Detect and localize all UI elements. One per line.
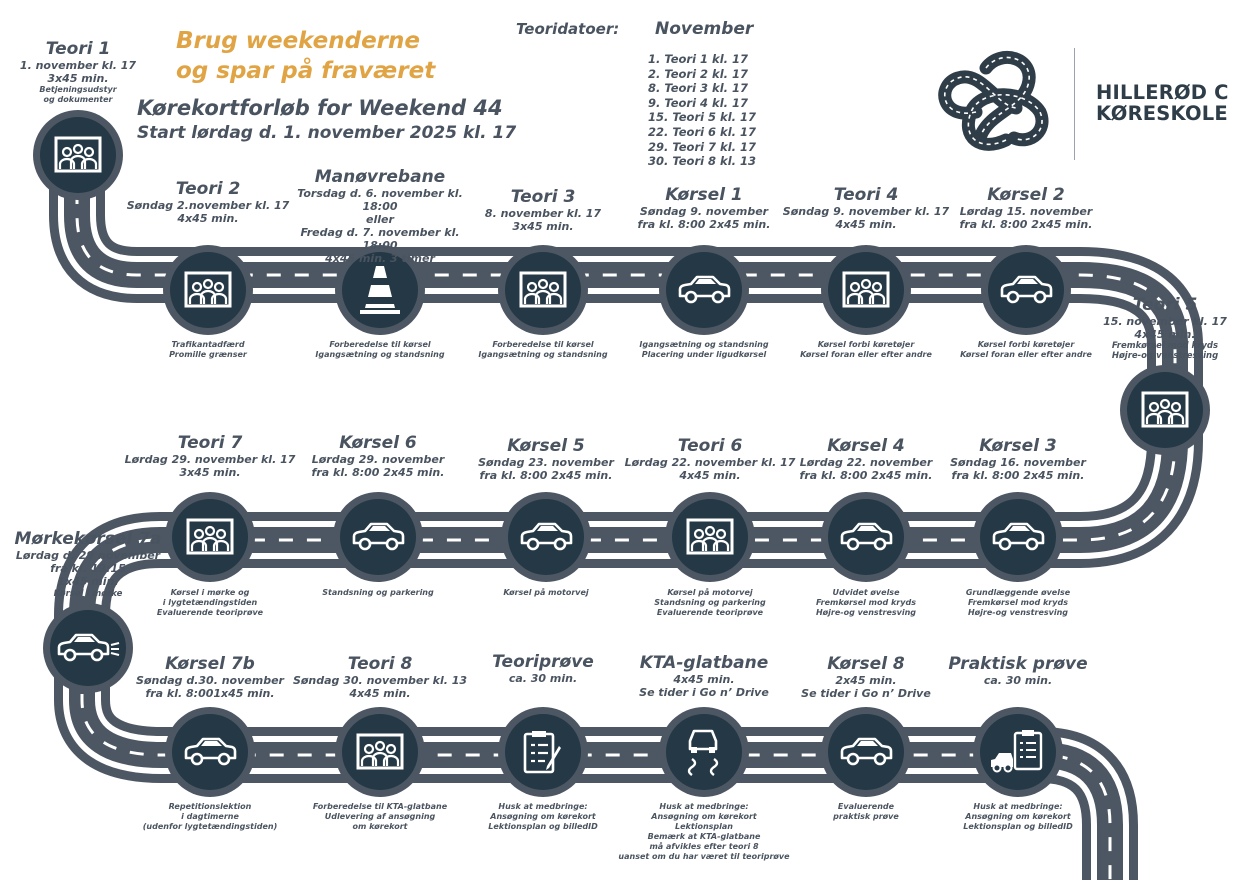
- step-detail: og dokumenter: [43, 95, 113, 104]
- step-title: Kørsel 2: [987, 185, 1065, 205]
- caption-line: Kørsel foran eller efter andre: [960, 350, 1092, 359]
- step-title: Kørsel 3: [979, 436, 1057, 456]
- caption-line: Kørsel forbi køretøjer: [977, 340, 1075, 349]
- step-title: Teoriprøve: [492, 652, 594, 672]
- step-label-teori-1: [0, 40, 173, 105]
- step-detail: Søndag d.30. november: [136, 674, 284, 687]
- step-node-teori-8: [335, 707, 425, 797]
- caption-line: Husk at medbringe:: [973, 802, 1063, 811]
- caption-line: Bemærk at KTA-glatbane: [647, 832, 761, 841]
- logo-line-2: KØRESKOLE: [1096, 102, 1228, 125]
- step-caption-praktisk-prove: [923, 802, 1113, 832]
- schedule-item: 1. Teori 1 kl. 17: [648, 52, 749, 66]
- step-detail: fra kl. 8:00 2x45 min.: [951, 469, 1085, 482]
- caption-line: Forberedelse til kørsel: [492, 340, 594, 349]
- step-detail: Fremkørsel mod kryds: [1111, 341, 1219, 351]
- step-detail: 3x45 min.: [47, 72, 109, 85]
- promo-headline: [176, 26, 476, 86]
- step-title: Manøvrebane: [314, 167, 446, 187]
- car-icon: [666, 252, 742, 328]
- step-detail: fra kl. 8:00 2x45 min.: [311, 466, 445, 479]
- step-title: Teori 4: [833, 185, 899, 205]
- step-detail: Søndag 23. november: [478, 456, 614, 469]
- caption-line: Lektionsplan og billedID: [963, 822, 1073, 831]
- car-icon: [172, 714, 248, 790]
- car-icon: [828, 714, 904, 790]
- caption-line: Trafikantadfærd: [171, 340, 245, 349]
- step-detail: Lørdag 22. november kl. 17: [624, 456, 796, 469]
- caption-line: Igangsætning og standsning: [639, 340, 769, 349]
- step-detail: Søndag 2.november kl. 17: [126, 199, 290, 212]
- step-detail: Lørdag d. 29 november: [15, 549, 161, 562]
- step-node-korsel-1: [659, 245, 749, 335]
- step-detail: 3x45 min.: [179, 466, 241, 479]
- car-icon: [508, 499, 584, 575]
- step-title: Kørsel 1: [665, 185, 743, 205]
- step-label-morkekorsel-7a: [0, 530, 183, 601]
- step-node-praktisk-prove: [973, 707, 1063, 797]
- caption-line: Grundlæggende øvelse: [965, 588, 1071, 597]
- step-detail: 4x45 min.: [1134, 328, 1196, 341]
- step-title: Teori 3: [510, 187, 576, 207]
- classroom-icon: [40, 117, 116, 193]
- step-detail: 15. november kl. 17: [1103, 315, 1227, 328]
- caption-line: Kørsel på motorvej: [667, 588, 753, 597]
- step-detail: 4x45 min.: [673, 673, 735, 686]
- step-title: Teori 1: [45, 39, 111, 59]
- caption-line: Forberedelse til kørsel: [329, 340, 431, 349]
- step-detail: 4x45 min.: [349, 687, 411, 700]
- step-detail: 4x45 min.: [177, 212, 239, 225]
- step-detail: 1. november kl. 17: [19, 59, 137, 72]
- caption-line: Udvidet øvelse: [832, 588, 900, 597]
- step-detail: fra kl. 8:00 2x45 min.: [959, 218, 1093, 231]
- step-caption-korsel-5: [451, 588, 641, 598]
- school-logo-icon: [936, 50, 1054, 152]
- classroom-icon: [170, 252, 246, 328]
- schedule-item: 30. Teori 8 kl. 13: [648, 154, 757, 169]
- logo-wordmark: [1096, 82, 1229, 124]
- caption-line: Højre-og venstresving: [815, 608, 917, 617]
- step-label-teori-6: [615, 437, 805, 482]
- schedule-item: 2. Teori 2 kl. 17: [648, 66, 749, 81]
- step-node-korsel-8: [821, 707, 911, 797]
- step-detail: Søndag 9. november: [639, 205, 769, 218]
- step-caption-teori-8: [285, 802, 475, 832]
- caption-line: Standsning og parkering: [322, 588, 434, 597]
- step-detail: 8. november kl. 17: [484, 207, 602, 220]
- step-node-korsel-5: [501, 492, 591, 582]
- caption-line: Husk at medbringe:: [659, 802, 749, 811]
- caption-line: Fremkørsel mod kryds: [816, 598, 916, 607]
- step-detail: fra kl. 8:00 2x45 min.: [799, 469, 933, 482]
- logo-divider: [1074, 48, 1075, 160]
- car-icon: [988, 252, 1064, 328]
- step-title: Teori 7: [177, 433, 243, 453]
- step-detail: Højre-og venstresving: [1111, 351, 1219, 361]
- caption-line: Evaluerende teoriprøve: [156, 608, 264, 617]
- step-node-teori-4: [821, 245, 911, 335]
- step-node-teori-6: [665, 492, 755, 582]
- step-detail: Lørdag 29. november: [311, 453, 445, 466]
- caption-line: Kørsel på motorvej: [503, 588, 589, 597]
- caption-line: Evaluerende teoriprøve: [656, 608, 764, 617]
- caption-line: Ansøgning om kørekort: [490, 812, 596, 821]
- step-detail: fra kl. 8:00 2x45 min.: [637, 218, 771, 231]
- step-title: Kørsel 6: [339, 433, 417, 453]
- classroom-icon: [505, 252, 581, 328]
- caption-line: Igangsætning og standsning: [478, 350, 608, 359]
- caption-line: Kørsel forbi køretøjer: [817, 340, 915, 349]
- course-start: Start lørdag d. 1. november 2025 kl. 17: [137, 123, 517, 143]
- classroom-icon: [1127, 372, 1203, 448]
- step-node-korsel-4: [821, 492, 911, 582]
- schedule-item: 9. Teori 4 kl. 17: [648, 95, 749, 110]
- caption-line: om kørekort: [352, 822, 408, 831]
- caption-line: Lektionsplan: [675, 822, 733, 831]
- step-detail: Lørdag 29. november kl. 17: [124, 453, 296, 466]
- step-node-korsel-3: [973, 492, 1063, 582]
- step-node-teori-2: [163, 245, 253, 335]
- step-title: Teori 5: [1132, 295, 1198, 315]
- caption-line: i dagtimerne: [181, 812, 239, 821]
- promo-line-2: og spar på fraværet: [176, 58, 436, 84]
- step-title: Teori 6: [677, 436, 743, 456]
- step-title: Kørsel 5: [507, 436, 585, 456]
- step-detail: 3x45 min.: [512, 220, 574, 233]
- step-title: Mørkekørsel 7a: [14, 529, 162, 549]
- step-detail: eller: [366, 213, 394, 226]
- step-label-teori-2: [113, 180, 303, 225]
- step-caption-teori-6: [615, 588, 805, 618]
- schedule-label: Teoridatoer:: [516, 20, 620, 38]
- step-caption-korsel-6: [283, 588, 473, 598]
- step-detail: Betjeningsudstyr: [39, 85, 117, 94]
- step-node-teoriprove: [498, 707, 588, 797]
- caption-line: Placering under ligudkørsel: [641, 350, 767, 359]
- step-caption-teori-2: [113, 340, 303, 360]
- step-detail: fra kl. 19:15: [50, 562, 126, 575]
- step-node-teori-5: [1120, 365, 1210, 455]
- step-node-korsel-6: [333, 492, 423, 582]
- caption-line: Udlevering af ansøgning: [324, 812, 436, 821]
- caption-line: Fremkørsel mod kryds: [968, 598, 1068, 607]
- step-node-korsel-7b: [165, 707, 255, 797]
- step-label-teori-8: [285, 655, 475, 700]
- car-icon: [340, 499, 416, 575]
- step-detail: 2x45 min.: [835, 674, 897, 687]
- schedule-item: 15. Teori 5 kl. 17: [648, 110, 757, 125]
- car-icon: [828, 499, 904, 575]
- step-label-korsel-5: [451, 437, 641, 482]
- step-label-korsel-6: [283, 434, 473, 479]
- step-title: Teori 8: [347, 654, 413, 674]
- schedule-item: 22. Teori 6 kl. 17: [648, 124, 757, 139]
- logo-line-1: HILLERØD C: [1096, 81, 1229, 104]
- step-detail: Lørdag 15. november: [959, 205, 1093, 218]
- classroom-icon: [672, 499, 748, 575]
- skidding-car-icon: [666, 714, 742, 790]
- course-heading: [137, 95, 577, 144]
- step-node-kta-glatbane: [659, 707, 749, 797]
- step-label-praktisk-prove: [923, 655, 1113, 687]
- caption-line: Kørsel foran eller efter andre: [800, 350, 932, 359]
- step-label-korsel-7b: [115, 655, 305, 700]
- step-label-teori-7: [115, 434, 305, 479]
- step-detail: Søndag 16. november: [950, 456, 1086, 469]
- step-detail: fra kl. 8:001x45 min.: [145, 687, 275, 700]
- step-detail: Se tider i Go n’ Drive: [639, 686, 769, 699]
- caption-line: Igangsætning og standsning: [315, 350, 445, 359]
- caption-line: praktisk prøve: [833, 812, 899, 821]
- caption-line: Standsning og parkering: [654, 598, 766, 607]
- step-detail: ca. 30 min.: [508, 672, 578, 685]
- step-detail: fra kl. 8:00 2x45 min.: [479, 469, 613, 482]
- classroom-icon: [828, 252, 904, 328]
- step-detail: 4x45 min.: [679, 469, 741, 482]
- checklist-pencil-icon: [505, 714, 581, 790]
- step-detail: 1x45 min.: [57, 575, 119, 588]
- caption-line: må afvikles efter teori 8: [649, 842, 759, 851]
- caption-line: uanset om du har været til teoriprøve: [618, 852, 790, 861]
- step-detail: Lørdag 22. november: [799, 456, 933, 469]
- step-label-teori-5: [1070, 296, 1243, 361]
- step-title: Teori 2: [175, 179, 241, 199]
- step-title: Praktisk prøve: [948, 654, 1088, 674]
- caption-line: Repetitionslektion: [168, 802, 252, 811]
- step-detail: 4x45 min. 3 timer: [325, 252, 435, 265]
- schedule-month: November: [655, 19, 754, 39]
- step-detail: Se tider i Go n’ Drive: [801, 687, 931, 700]
- step-title: KTA-glatbane: [639, 653, 769, 673]
- promo-line-1: Brug weekenderne: [176, 28, 420, 54]
- step-detail: Fredag d. 7. november kl. 18:00: [300, 226, 460, 252]
- caption-line: Promille grænser: [169, 350, 247, 359]
- car-checklist-icon: [980, 714, 1056, 790]
- caption-line: Evaluerende: [837, 802, 895, 811]
- schedule-list: [648, 52, 756, 169]
- schedule-item: 8. Teori 3 kl. 17: [648, 81, 749, 96]
- schedule-item: 29. Teori 7 kl. 17: [648, 139, 757, 154]
- car-icon: [980, 499, 1056, 575]
- step-detail: Søndag 30. november kl. 13: [292, 674, 468, 687]
- step-caption-korsel-7b: [115, 802, 305, 832]
- step-detail: ca. 30 min.: [983, 674, 1053, 687]
- step-node-teori-3: [498, 245, 588, 335]
- step-label-manovrebane: [285, 168, 475, 265]
- caption-line: Højre-og venstresving: [967, 608, 1069, 617]
- classroom-icon: [172, 499, 248, 575]
- caption-line: Ansøgning om kørekort: [651, 812, 757, 821]
- step-detail: Torsdag d. 6. november kl. 18:00: [297, 187, 463, 213]
- step-node-teori-1: [33, 110, 123, 200]
- caption-line: (udenfor lygtetændingstiden): [142, 822, 278, 831]
- caption-line: Kørsel i mørke og: [170, 588, 250, 597]
- step-caption-manovrebane: [285, 340, 475, 360]
- step-title: Kørsel 8: [827, 654, 905, 674]
- step-detail: 4x45 min.: [835, 218, 897, 231]
- step-detail: Søndag 9. november kl. 17: [782, 205, 950, 218]
- step-title: Kørsel 4: [827, 436, 905, 456]
- caption-line: Ansøgning om kørekort: [965, 812, 1071, 821]
- step-label-korsel-2: [931, 186, 1121, 231]
- step-node-korsel-2: [981, 245, 1071, 335]
- caption-line: Lektionsplan og billedID: [488, 822, 598, 831]
- classroom-icon: [342, 714, 418, 790]
- course-title: Kørekortforløb for Weekend 44: [137, 96, 503, 120]
- step-title: Kørsel 7b: [165, 654, 255, 674]
- caption-line: Husk at medbringe:: [498, 802, 588, 811]
- caption-line: i lygtetændingstiden: [162, 598, 258, 607]
- caption-line: Forberedelse til KTA-glatbane: [312, 802, 448, 811]
- step-detail: Kørsel i mørke: [53, 589, 123, 599]
